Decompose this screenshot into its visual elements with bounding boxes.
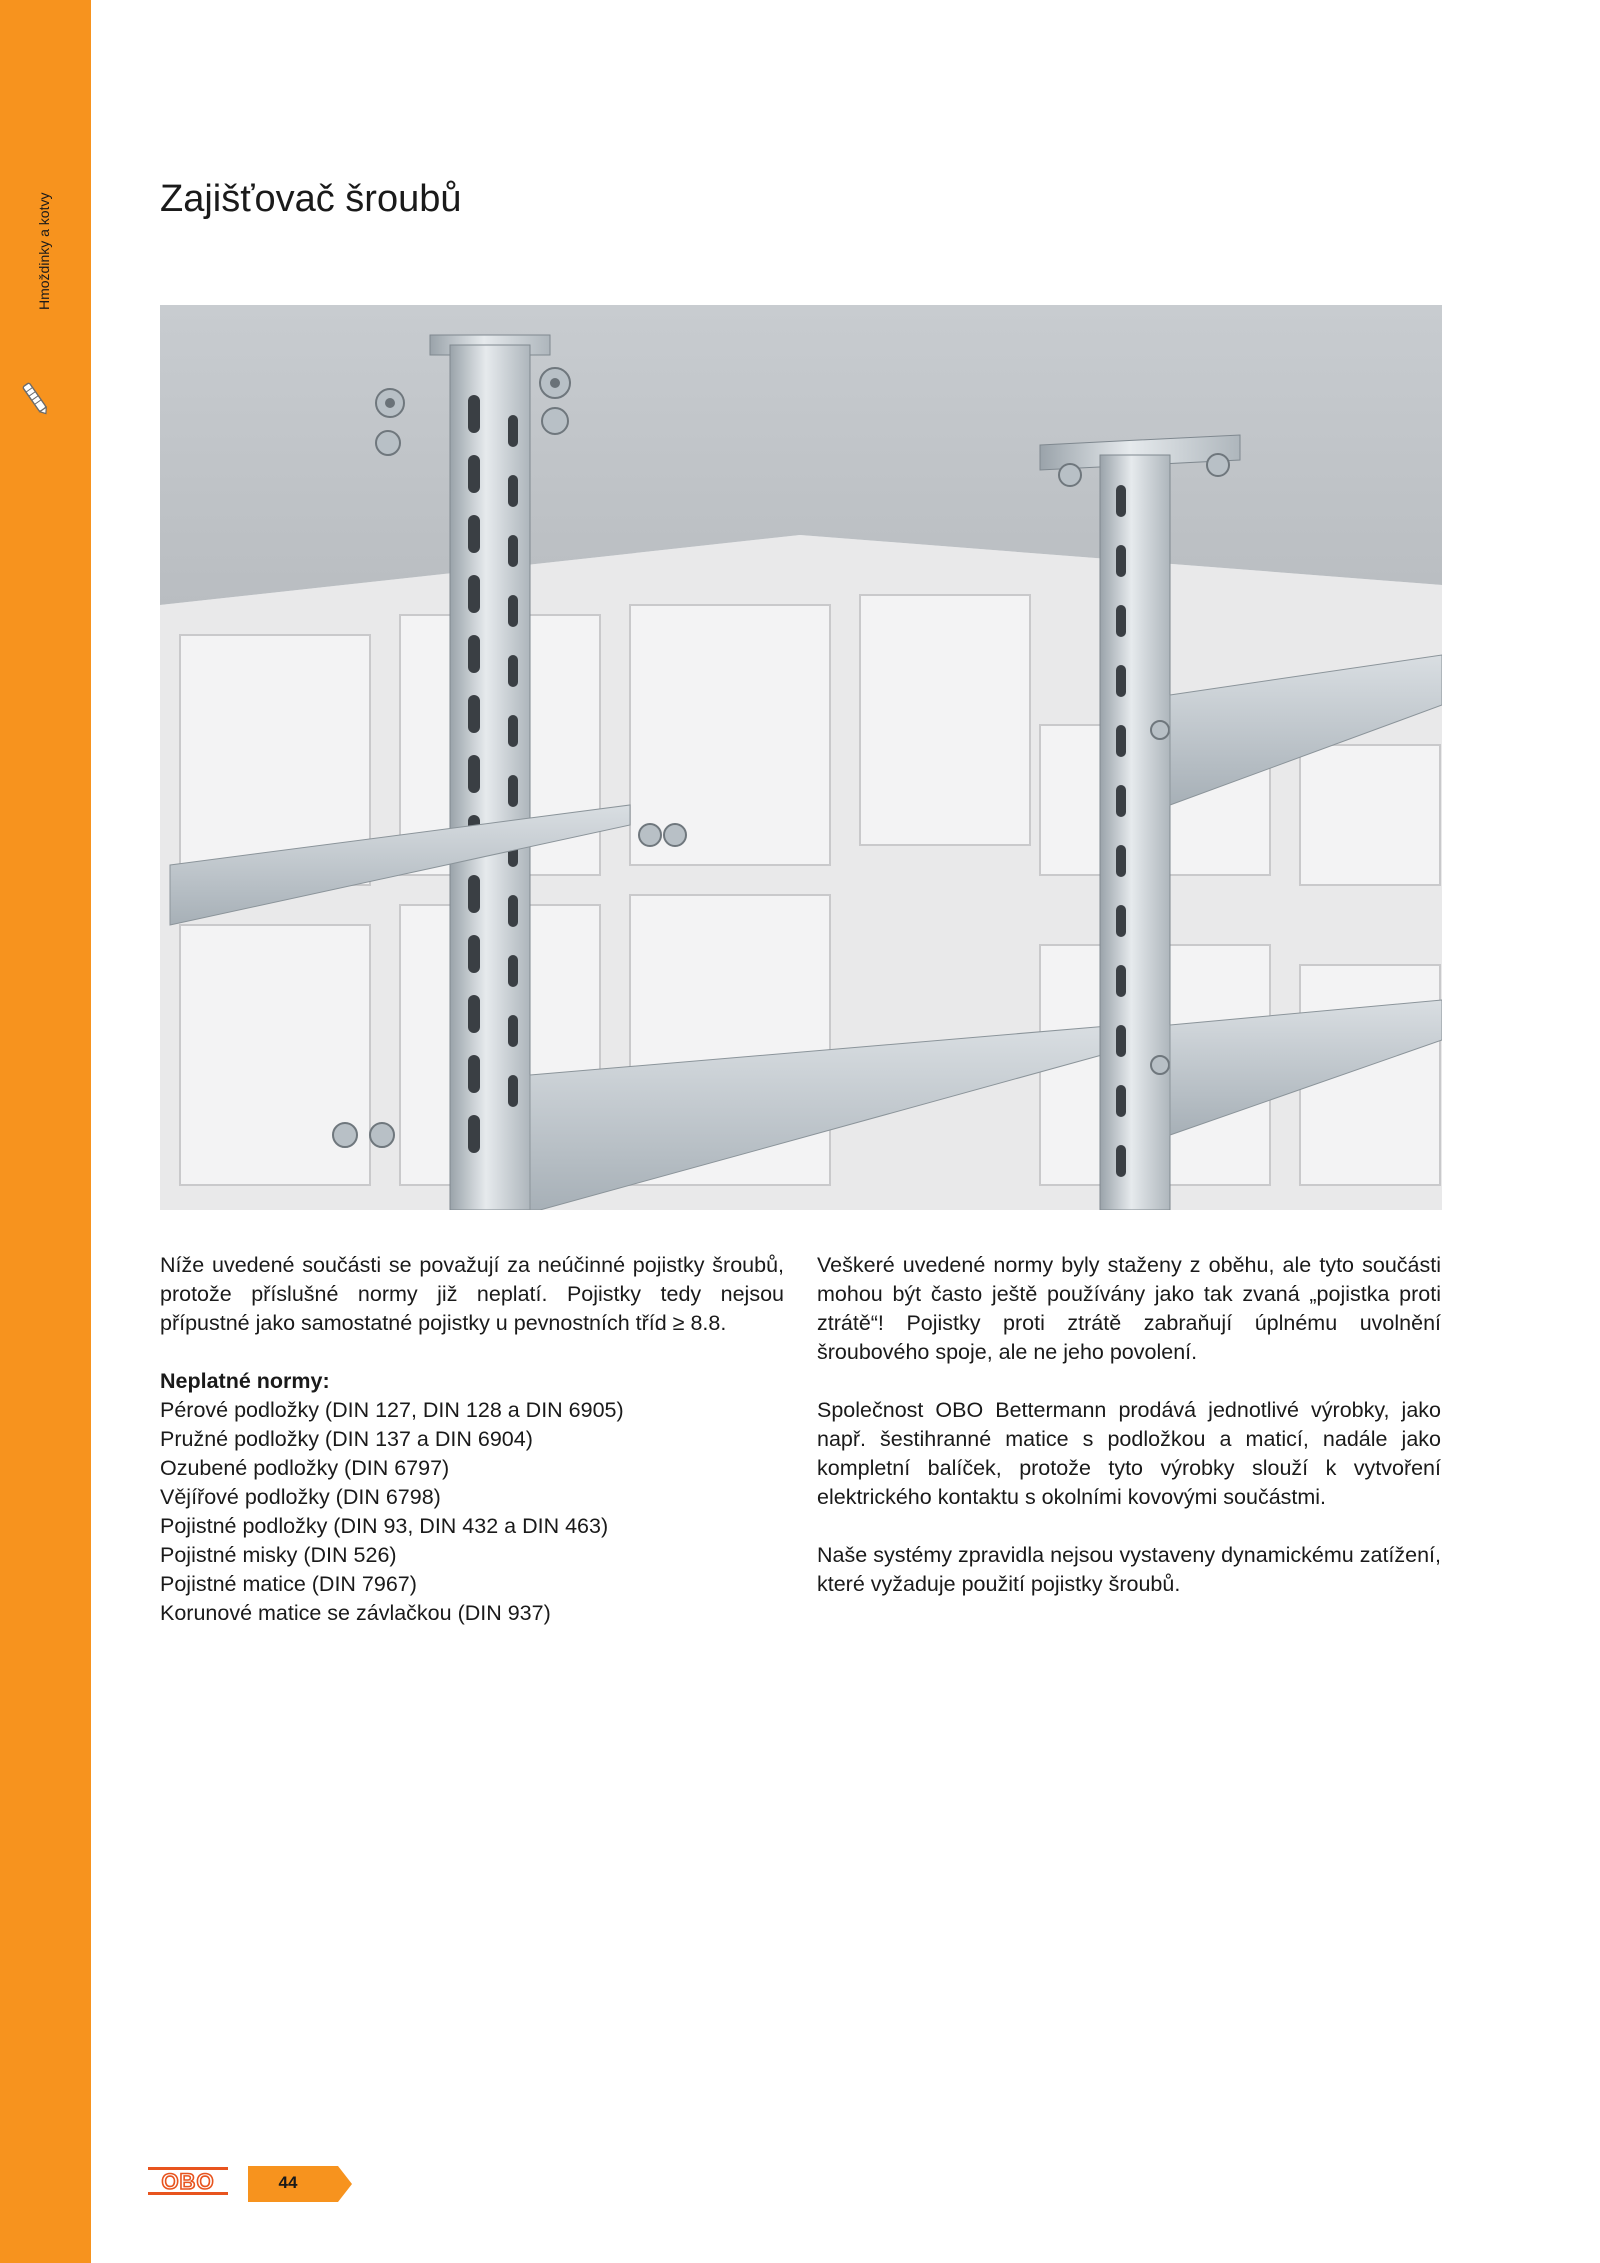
anchor-dowel-icon: [22, 378, 48, 418]
paragraph-withdrawn-norms: Veškeré uvedené normy byly staženy z oběhu, ale tyto součásti mohou být často ještě používány jako tak zvaná „pojistka proti ztrátě“! Pojistky proti ztrátě zabraňují úplnému uvolnění šroubového spoje, ale ne jeho povolení.: [817, 1253, 1441, 1364]
product-photo: [160, 305, 1442, 1210]
paragraph-dynamic-load: Naše systémy zpravidla nejsou vystaveny dynamickému zatížení, které vyžaduje použití pojistky šroubů.: [817, 1543, 1441, 1596]
paragraph-obo-products: Společnost OBO Bettermann prodává jednotlivé výrobky, jako např. šestihranné matice s podložkou a maticí, nadále jako kompletní balíček, protože tyto výrobky slouží k vytvoření elektrického kontaktu s okolními kovovými součástmi.: [817, 1398, 1441, 1509]
list-item: Ozubené podložky (DIN 6797): [160, 1456, 450, 1480]
hero-illustration: [160, 305, 1442, 1210]
page-number: 44: [278, 2173, 298, 2192]
list-item: Pojistné misky (DIN 526): [160, 1543, 397, 1567]
page-title: Zajišťovač šroubů: [160, 178, 462, 220]
obo-logo-text: OBO: [161, 2169, 215, 2194]
left-text-column: [160, 1251, 784, 1628]
intro-paragraph: Níže uvedené součásti se považují za neúčinné pojistky šroubů, protože příslušné normy již neplatí. Pojistky tedy nejsou přípustné jako samostatné pojistky u pevnostních tříd ≥ 8.8.: [160, 1253, 784, 1335]
invalid-norms-list: [160, 1396, 784, 1628]
right-text-column: [817, 1251, 1441, 1628]
list-item: Korunové matice se závlačkou (DIN 937): [160, 1601, 551, 1625]
section-sidebar: [0, 0, 91, 2263]
norms-heading: Neplatné normy:: [160, 1369, 330, 1393]
section-label: Hmoždinky a kotvy: [36, 192, 52, 310]
list-item: Pojistné podložky (DIN 93, DIN 432 a DIN 463): [160, 1514, 609, 1538]
obo-logo: [148, 2164, 228, 2198]
list-item: Pojistné matice (DIN 7967): [160, 1572, 417, 1596]
list-item: Vějířové podložky (DIN 6798): [160, 1485, 441, 1509]
list-item: Pérové podložky (DIN 127, DIN 128 a DIN 6905): [160, 1398, 624, 1422]
list-item: Pružné podložky (DIN 137 a DIN 6904): [160, 1427, 533, 1451]
